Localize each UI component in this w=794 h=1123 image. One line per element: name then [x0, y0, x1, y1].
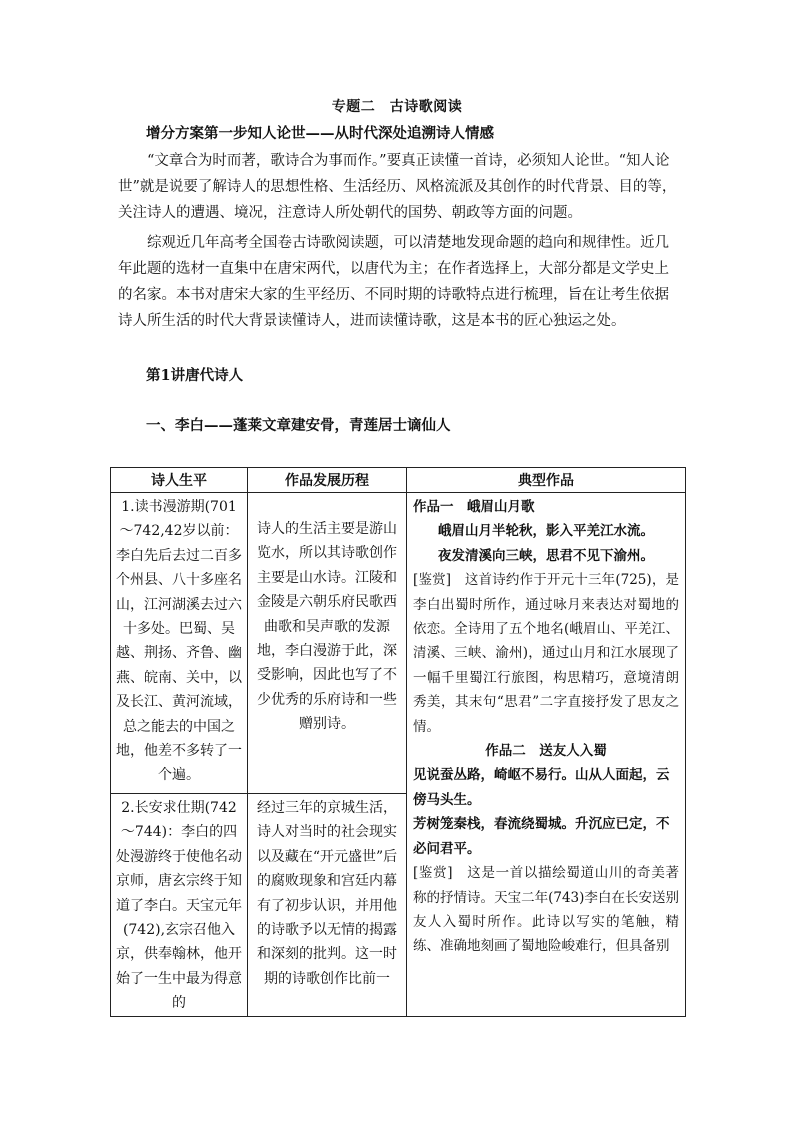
- development-cell-1: [248, 493, 407, 794]
- life-text-2: 2.长安求仕期(742～744)：李白的四处漫游终于使他名动京师，唐玄宗终于知道了李白。天宝元年(742),玄宗召他入京，供奉翰林，他开始了一生中最为得意的: [116, 800, 242, 1012]
- page-title: 专题二 古诗歌阅读: [331, 99, 463, 115]
- works-content: [407, 493, 685, 959]
- development-text-2: 经过三年的京城生活，诗人对当时的社会现实以及藏在“开元盛世”后的腐败现象和宫廷内幕有了初步认识，并用他的诗歌予以无情的揭露和深刻的批判。这一时期的诗歌创作比前一: [256, 800, 398, 987]
- table-header-development: 作品发展历程: [248, 468, 407, 493]
- work-2-title: 作品二 送友人入蜀: [485, 743, 607, 760]
- work-2-line-1: 见说蚕丛路，崎岖不易行。山从人面起，云傍马头生。: [413, 767, 670, 808]
- work-1-line-2: 夜发清溪向三峡，思君不见下渝州。: [438, 547, 654, 564]
- table-header-life: 诗人生平: [111, 468, 248, 493]
- life-cell-2: [111, 794, 248, 1017]
- intro-paragraph-2: 综观近几年高考全国卷古诗歌阅读题，可以清楚地发现命题的趋向和规律性。近几年此题的选材一直集中在唐宋两代，以唐代为主；在作者选择上，大部分都是文学史上的名家。本书对唐宋大家的生平经历、不同时期的诗歌特点进行梳理，旨在让考生依据诗人所生活的时代大背景读懂诗人，进而读懂诗歌，这是本书的匠心独运之处。: [118, 235, 669, 329]
- page-subtitle: 增分方案第一步知人论世——从时代深处追溯诗人情感: [146, 125, 494, 142]
- intro-paragraph-1: “文章合为时而著，歌诗合为事而作。”要真正读懂一首诗，必须知人论世。“知人论世”就是说要了解诗人的思想性格、生活经历、风格流派及其创作的时代背景、目的等，关注诗人的遭遇、境况，注意诗人所处朝代的国势、朝政等方面的问题。: [118, 153, 677, 221]
- development-text-1: 诗人的生活主要是游山览水，所以其诗歌创作主要是山水诗。江陵和金陵是六朝乐府民歌西曲歌和吴声歌的发源地，李白漫游于此，深受影响，因此也写了不少优秀的乐府诗和一些赠别诗。: [257, 521, 397, 733]
- table-row: [111, 493, 686, 794]
- development-cell-2: [248, 794, 407, 1017]
- life-text-1: 1.读书漫游期(701～742,42岁以前：李白先后去过二百多个州县、八十多座名山，江河湖溪去过六十多处。巴蜀、吴越、荆扬、齐鲁、幽燕、皖南、关中，以及长江、黄河流域，总之能去的中国之地，他差不多转了一个遍。: [116, 499, 242, 784]
- lecture-heading: 第1讲唐代诗人: [146, 367, 244, 384]
- work-1-appreciation: [鉴赏] 这首诗约作于开元十三年(725)，是李白出蜀时所作，通过咏月来表达对蜀地的依恋。全诗用了五个地名(峨眉山、平羌江、清溪、三峡、渝州)，通过山月和江水展现了一幅千里蜀江行旅图，构思精巧，意境清朗秀美，其末句“思君”二字直接抒发了思友之情。: [413, 572, 679, 735]
- table-header-row: [111, 468, 686, 493]
- works-cell: [407, 493, 686, 1017]
- work-2-appreciation: [鉴赏] 这是一首以描绘蜀道山川的奇美著称的抒情诗。天宝二年(743)李白在长安送别友人入蜀时所作。此诗以写实的笔触，精练、准确地刻画了蜀地险峻难行，但具备别: [413, 865, 679, 955]
- life-cell-1: [111, 493, 248, 794]
- work-2-line-2: 芳树笼秦栈，春流绕蜀城。升沉应已定，不必问君平。: [413, 816, 670, 857]
- table-header-works: 典型作品: [407, 468, 686, 493]
- work-1-title: 作品一 峨眉山月歌: [413, 499, 535, 515]
- section-heading: 一、李白——蓬莱文章建安骨，青莲居士谪仙人: [146, 417, 451, 434]
- poet-table: [110, 467, 686, 1017]
- work-1-line-1: 峨眉山月半轮秋，影入平羌江水流。: [438, 523, 654, 540]
